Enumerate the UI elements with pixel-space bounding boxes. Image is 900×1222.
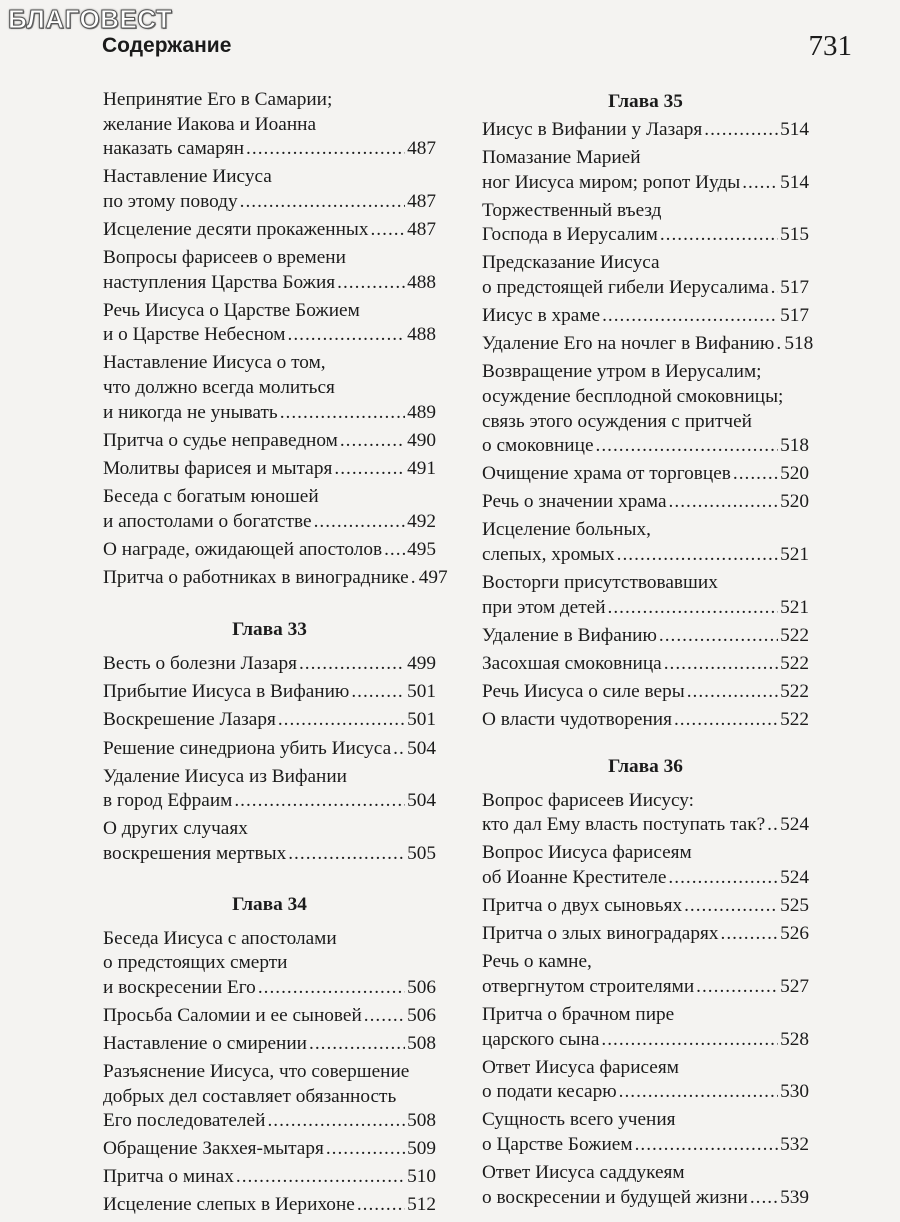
toc-entry-last-line <box>103 190 436 215</box>
toc-entry-page-number: 521 <box>780 596 809 618</box>
toc-entry-last-line <box>482 813 809 838</box>
toc-entry <box>103 708 436 733</box>
toc-entry-title-line: Засохшая смоковница <box>482 652 662 674</box>
dot-leader <box>411 566 417 591</box>
toc-entry <box>482 518 809 567</box>
chapter-heading-33: Глава 33 <box>232 619 307 641</box>
dot-leader <box>668 866 778 891</box>
toc-entry-last-line <box>103 1137 436 1162</box>
toc-entry-last-line <box>482 276 809 301</box>
toc-entry-page-number: 512 <box>407 1194 436 1216</box>
toc-entry-title-line: Торжественный въезд <box>482 199 662 221</box>
toc-entry-title-line: Вопрос фарисеев Иисусу: <box>482 789 695 811</box>
dot-leader <box>314 510 405 535</box>
toc-entry-page-number: 487 <box>407 190 436 212</box>
dot-leader <box>669 490 779 515</box>
toc-entry-last-line <box>482 1080 809 1105</box>
dot-leader <box>659 624 778 649</box>
toc-entry-page-number: 530 <box>780 1081 809 1103</box>
toc-entry-page-number: 524 <box>780 866 809 888</box>
toc-entry <box>482 146 809 195</box>
toc-entry <box>482 118 809 143</box>
dot-leader <box>635 1133 779 1158</box>
toc-entry-last-line <box>482 118 809 143</box>
dot-leader <box>596 434 779 459</box>
toc-entry-title-line: о предстоящей гибели Иерусалима <box>482 277 769 299</box>
toc-entry-last-line <box>103 789 436 814</box>
toc-entry <box>103 218 436 243</box>
toc-entry-title-line: Решение синедриона убить Иисуса <box>103 737 392 759</box>
toc-entry-page-number: 520 <box>780 491 809 513</box>
toc-chapter-34-list <box>103 927 436 1219</box>
dot-leader <box>776 332 782 357</box>
toc-entry-title-line: слепых, хромых <box>482 544 615 565</box>
toc-entry-page-number: 517 <box>780 277 809 299</box>
toc-entry-title-line: Наставление о смирении <box>103 1032 307 1054</box>
watermark-logo: БЛАГОВЕСТ <box>8 4 173 34</box>
toc-chapter-36-list <box>482 789 809 1211</box>
toc-entry-page-number: 522 <box>780 624 809 646</box>
toc-entry <box>103 737 436 762</box>
toc-entry <box>482 789 809 838</box>
toc-entry-last-line <box>482 680 809 705</box>
toc-entry-title-line: желание Иакова и Иоанна <box>103 113 317 135</box>
running-header-title: Содержание <box>102 34 232 57</box>
toc-entry-title-line: наступления Царства Божия <box>103 271 336 293</box>
toc-entry-page-number: 492 <box>407 510 436 532</box>
toc-entry-title-line: Весть о болезни Лазаря <box>103 653 297 675</box>
toc-entry-title-line: Предсказание Иисуса <box>482 252 660 274</box>
toc-entry <box>482 1056 809 1105</box>
toc-entry-title-line: Его последователей <box>103 1110 266 1132</box>
toc-entry-last-line <box>482 708 809 733</box>
toc-entry-page-number: 487 <box>407 218 436 240</box>
toc-entry <box>103 165 436 214</box>
toc-entry-page-number: 489 <box>407 401 436 423</box>
toc-entry-page-number: 490 <box>407 429 436 451</box>
toc-entry-page-number: 495 <box>407 538 436 560</box>
toc-left-column <box>103 88 448 1222</box>
toc-entry-title-line: Притча о брачном пире <box>482 1003 675 1025</box>
dot-leader <box>267 1109 405 1134</box>
toc-entry-last-line <box>103 842 436 867</box>
dot-leader <box>771 276 778 301</box>
chapter-heading-35: Глава 35 <box>608 91 683 112</box>
toc-entry <box>482 304 809 329</box>
toc-entry-title-line: Молитвы фарисея и мытаря <box>103 457 333 479</box>
toc-entry <box>103 680 436 705</box>
toc-entry-title-line: Исцеление десяти прокаженных <box>103 218 369 240</box>
toc-entry <box>103 88 436 162</box>
toc-entry-title-line: Господа в Иерусалим <box>482 224 658 246</box>
toc-entry-title-line: наказать самарян <box>103 138 245 160</box>
dot-leader <box>608 596 779 621</box>
toc-entry-last-line <box>482 332 814 357</box>
toc-entry-title-line: Помазание Марией <box>482 147 641 169</box>
toc-entry-page-number: 510 <box>407 1166 436 1188</box>
toc-entry <box>482 1161 809 1210</box>
toc-entry-last-line <box>103 429 436 454</box>
toc-entry-last-line <box>482 434 809 459</box>
dot-leader <box>696 975 778 1000</box>
toc-entry-last-line <box>482 304 809 329</box>
toc-entry-last-line <box>482 1133 809 1158</box>
dot-leader <box>288 323 406 348</box>
toc-entry-last-line <box>482 922 809 947</box>
toc-entry-page-number: 508 <box>407 1110 436 1132</box>
dot-leader <box>601 1028 778 1053</box>
toc-entry-page-number: 527 <box>780 975 809 997</box>
page-number: 731 <box>808 30 852 62</box>
dot-leader <box>602 304 778 329</box>
dot-leader <box>236 1165 405 1190</box>
toc-entry-last-line <box>103 323 436 348</box>
toc-entry-last-line <box>482 223 809 248</box>
toc-entry-title-line: воскрешения мертвых <box>103 842 287 864</box>
dot-leader <box>364 1004 405 1029</box>
dot-leader <box>240 190 405 215</box>
toc-entry-title-line: О других случаях <box>103 818 248 840</box>
toc-entry-title-line: Удаление Его на ночлег в Вифанию <box>482 333 775 355</box>
dot-leader <box>687 680 778 705</box>
toc-entry-last-line <box>103 1193 436 1218</box>
toc-entry-title-line: Воскрешение Лазаря <box>103 709 276 731</box>
toc-entry-title-line: О власти чудотворения <box>482 709 672 731</box>
toc-entry-last-line <box>103 271 436 296</box>
toc-entry <box>482 624 809 649</box>
toc-entry <box>103 457 436 482</box>
dot-leader <box>334 457 405 482</box>
toc-entry-title-line: о предстоящих смерти <box>103 952 288 974</box>
toc-entry-title-line: Обращение Закхея-мытаря <box>103 1138 324 1160</box>
toc-entry-title-line: Иисус в Вифании у Лазаря <box>482 119 703 140</box>
toc-entry-last-line <box>482 1028 809 1053</box>
toc-entry-last-line <box>103 510 436 535</box>
toc-entry <box>482 652 809 677</box>
toc-entry-title-line: Удаление в Вифанию <box>482 624 657 646</box>
toc-entry <box>103 299 436 348</box>
toc-entry-title-line: Речь о значении храма <box>482 491 667 513</box>
toc-entry-title-line: Сущность всего учения <box>482 1109 676 1131</box>
toc-entry-page-number: 509 <box>407 1138 436 1160</box>
dot-leader <box>288 842 405 867</box>
toc-entry-title-line: кто дал Ему власть поступать так? <box>482 814 766 836</box>
toc-entry-page-number: 525 <box>780 895 809 917</box>
toc-entry-page-number: 524 <box>780 814 809 836</box>
toc-entry <box>103 817 436 866</box>
dot-leader <box>674 708 778 733</box>
toc-entry <box>103 429 436 454</box>
toc-entry <box>482 332 814 357</box>
toc-entry-page-number: 532 <box>780 1133 809 1155</box>
toc-entry-page-number: 508 <box>407 1032 436 1054</box>
toc-entry-title-line: Исцеление слепых в Иерихоне <box>103 1194 355 1216</box>
toc-entry-last-line <box>103 708 436 733</box>
toc-entry-last-line <box>103 1032 436 1057</box>
toc-entry-last-line <box>482 894 809 919</box>
toc-entry-last-line <box>103 680 436 705</box>
toc-entry-title-line: Притча о работниках в винограднике <box>103 566 409 588</box>
toc-entry <box>103 765 436 814</box>
toc-entry-page-number: 518 <box>780 435 809 457</box>
toc-entry-last-line <box>482 490 809 515</box>
toc-entry-title-line: осуждение бесплодной смоковницы; <box>482 385 784 407</box>
toc-entry-title-line: и воскресении Его <box>103 976 256 998</box>
dot-leader <box>619 1080 778 1105</box>
dot-leader <box>393 737 405 762</box>
toc-entry-page-number: 488 <box>407 324 436 346</box>
toc-entry-title-line: об Иоанне Крестителе <box>482 866 667 888</box>
toc-entry-page-number: 522 <box>780 709 809 731</box>
toc-entry <box>482 922 809 947</box>
dot-leader <box>246 137 405 162</box>
toc-entry-title-line: Речь Иисуса о силе веры <box>482 680 685 702</box>
toc-entry-title-line: О награде, ожидающей апостолов <box>103 538 383 560</box>
toc-entry-title-line: Вопрос Иисуса фарисеям <box>482 842 692 864</box>
toc-entry-title-line: и никогда не унывать <box>103 401 278 423</box>
toc-entry-last-line <box>103 137 436 162</box>
toc-entry-title-line: по этому поводу <box>103 190 238 212</box>
toc-entry <box>482 1108 809 1157</box>
toc-entry-title-line: о воскресении и будущей жизни <box>482 1186 748 1208</box>
dot-leader <box>767 813 778 838</box>
toc-entry-title-line: о смоковнице <box>482 435 594 457</box>
toc-entry-title-line: Удаление Иисуса из Вифании <box>103 765 347 787</box>
toc-entry <box>103 485 436 534</box>
toc-chapter-33-list <box>103 652 436 866</box>
toc-entry-page-number: 514 <box>780 119 809 140</box>
toc-entry-last-line <box>482 462 809 487</box>
toc-entry <box>103 351 436 425</box>
toc-entry <box>482 199 809 248</box>
toc-entry <box>103 538 436 563</box>
toc-entry-last-line <box>482 596 809 621</box>
toc-chapter-35-list <box>482 118 814 733</box>
toc-entry-title-line: Ответ Иисуса саддукеям <box>482 1161 685 1183</box>
toc-entry-page-number: 506 <box>407 976 436 998</box>
toc-entry <box>482 360 809 458</box>
toc-entry-title-line: Притча о судье неправедном <box>103 429 338 451</box>
toc-entry <box>482 571 809 620</box>
toc-entry-last-line <box>482 624 809 649</box>
toc-entry-last-line <box>103 218 436 243</box>
toc-entry-page-number: 499 <box>407 653 436 675</box>
dot-leader <box>340 429 405 454</box>
toc-entry <box>482 708 809 733</box>
toc-entry-last-line <box>482 1186 809 1211</box>
toc-entry-title-line: Наставление Иисуса о том, <box>103 352 326 374</box>
toc-entry <box>103 246 436 295</box>
toc-entry <box>103 927 436 1001</box>
toc-entry-title-line: царского сына <box>482 1028 600 1050</box>
toc-entry-page-number: 520 <box>780 463 809 485</box>
toc-entry-last-line <box>103 457 436 482</box>
toc-entry-last-line <box>103 737 436 762</box>
toc-entry-page-number: 488 <box>407 271 436 293</box>
toc-entry-title-line: Исцеление больных, <box>482 519 651 541</box>
dot-leader <box>234 789 405 814</box>
toc-entry-title-line: Притча о двух сыновьях <box>482 895 683 917</box>
toc-entry-title-line: ног Иисуса миром; ропот Иуды <box>482 171 741 193</box>
dot-leader <box>258 976 405 1001</box>
toc-entry-title-line: Разъяснение Иисуса, что совершение <box>103 1061 410 1082</box>
toc-entry <box>103 1060 436 1134</box>
dot-leader <box>742 171 778 196</box>
toc-entry-title-line: Просьба Саломии и ее сыновей <box>103 1004 362 1026</box>
toc-entry-title-line: что должно всегда молиться <box>103 377 335 399</box>
toc-entry-title-line: Беседа Иисуса с апостолами <box>103 927 337 949</box>
toc-entry-title-line: Прибытие Иисуса в Вифанию <box>103 681 350 703</box>
toc-intro-list <box>103 88 448 590</box>
toc-entry-last-line <box>103 1165 436 1190</box>
toc-entry-last-line <box>103 976 436 1001</box>
toc-entry-title-line: и апостолами о богатстве <box>103 510 312 532</box>
chapter-heading-34: Глава 34 <box>232 893 307 915</box>
chapter-heading-36: Глава 36 <box>608 755 683 777</box>
toc-entry-page-number: 528 <box>780 1028 809 1050</box>
toc-entry-page-number: 505 <box>407 842 436 864</box>
toc-entry <box>103 652 436 677</box>
dot-leader <box>721 922 779 947</box>
toc-entry-title-line: о подати кесарю <box>482 1081 617 1103</box>
toc-entry-title-line: Вопросы фарисеев о времени <box>103 247 346 269</box>
toc-entry <box>482 490 809 515</box>
toc-entry-title-line: и о Царстве Небесном <box>103 324 286 346</box>
dot-leader <box>299 652 405 677</box>
toc-entry-title-line: Речь о камне, <box>482 951 592 973</box>
toc-entry <box>482 680 809 705</box>
toc-right-column <box>482 88 814 1214</box>
toc-entry-last-line <box>482 866 809 891</box>
toc-entry-title-line: Возвращение утром в Иерусалим; <box>482 361 762 383</box>
toc-entry-title-line: Иисус в храме <box>482 305 601 327</box>
toc-entry-title-line: Притча о минах <box>103 1166 234 1188</box>
toc-entry-title-line: Речь Иисуса о Царстве Божием <box>103 299 360 321</box>
toc-entry-title-line: Ответ Иисуса фарисеям <box>482 1056 679 1078</box>
toc-entry <box>103 1004 436 1029</box>
toc-entry-page-number: 501 <box>407 681 436 703</box>
toc-entry-title-line: при этом детей <box>482 596 606 618</box>
dot-leader <box>664 652 778 677</box>
toc-entry-page-number: 487 <box>407 138 436 160</box>
toc-entry <box>482 950 809 999</box>
toc-entry-page-number: 491 <box>407 457 436 479</box>
dot-leader <box>357 1193 405 1218</box>
toc-entry-title-line: Беседа с богатым юношей <box>103 485 319 507</box>
toc-entry-page-number: 521 <box>780 544 809 565</box>
toc-entry-page-number: 539 <box>780 1186 809 1208</box>
toc-entry-last-line <box>482 975 809 1000</box>
dot-leader <box>384 538 405 563</box>
toc-entry-page-number: 497 <box>418 566 448 588</box>
dot-leader <box>660 223 778 248</box>
toc-entry-title-line: Восторги присутствовавших <box>482 572 718 594</box>
dot-leader <box>280 401 405 426</box>
toc-entry <box>482 462 809 487</box>
toc-entry-last-line <box>103 1004 436 1029</box>
toc-entry <box>103 1032 436 1057</box>
toc-entry <box>482 841 809 890</box>
dot-leader <box>370 218 405 243</box>
toc-entry-page-number: 522 <box>780 652 809 674</box>
toc-entry-title-line: Притча о злых виноградарях <box>482 923 719 945</box>
toc-entry <box>482 251 809 300</box>
toc-entry <box>103 1193 436 1218</box>
dot-leader <box>704 118 778 143</box>
toc-entry <box>482 894 809 919</box>
toc-entry-title-line: Наставление Иисуса <box>103 166 272 188</box>
toc-entry-last-line <box>482 652 809 677</box>
toc-entry-page-number: 501 <box>407 709 436 731</box>
dot-leader <box>733 462 778 487</box>
dot-leader <box>337 271 405 296</box>
toc-entry-last-line <box>482 171 809 196</box>
dot-leader <box>617 543 778 568</box>
toc-entry-title-line: в город Ефраим <box>103 790 233 812</box>
toc-entry-title-line: Очищение храма от торговцев <box>482 463 731 485</box>
toc-entry-title-line: Непринятие Его в Самарии; <box>103 89 333 110</box>
dot-leader <box>326 1137 405 1162</box>
toc-entry-title-line: отвергнутом строителями <box>482 975 695 997</box>
dot-leader <box>750 1186 778 1211</box>
toc-entry <box>103 566 448 591</box>
toc-entry-page-number: 515 <box>780 224 809 246</box>
toc-entry <box>482 1003 809 1052</box>
toc-entry-title-line: связь этого осуждения с притчей <box>482 410 752 432</box>
toc-entry-page-number: 517 <box>780 305 809 327</box>
dot-leader <box>309 1032 405 1057</box>
toc-entry-title-line: добрых дел составляет обязанность <box>103 1085 397 1107</box>
toc-entry-title-line: о Царстве Божием <box>482 1133 633 1155</box>
toc-entry-page-number: 506 <box>407 1004 436 1026</box>
toc-entry-page-number: 522 <box>780 680 809 702</box>
dot-leader <box>351 680 405 705</box>
toc-entry-page-number: 504 <box>407 790 436 812</box>
toc-entry-page-number: 504 <box>407 737 436 759</box>
toc-entry-page-number: 526 <box>780 923 809 945</box>
toc-entry-last-line <box>103 401 436 426</box>
toc-entry-page-number: 518 <box>784 333 814 355</box>
toc-entry-last-line <box>103 652 436 677</box>
dot-leader <box>684 894 778 919</box>
toc-entry-last-line <box>103 538 436 563</box>
toc-entry-last-line <box>482 543 809 568</box>
dot-leader <box>278 708 405 733</box>
toc-entry <box>103 1165 436 1190</box>
toc-entry-last-line <box>103 566 448 591</box>
toc-entry-page-number: 514 <box>780 171 809 193</box>
toc-entry <box>103 1137 436 1162</box>
toc-entry-last-line <box>103 1109 436 1134</box>
